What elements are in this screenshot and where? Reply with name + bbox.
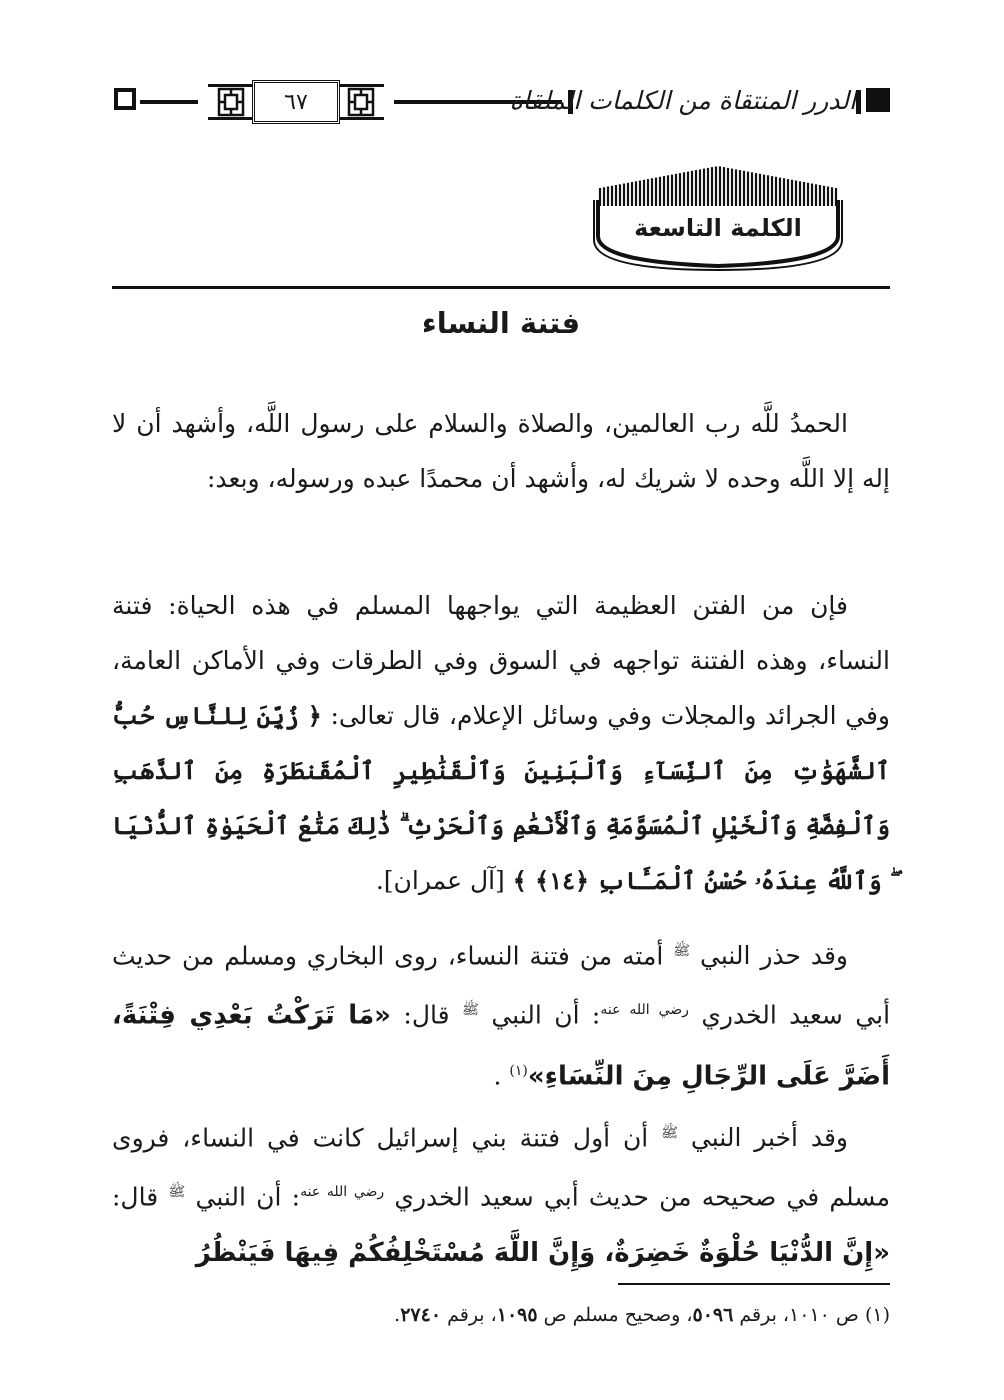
paragraph-text: وقد أخبر النبي [690, 1123, 848, 1153]
paragraph-text: أمته من فتنة النساء، روى البخاري ومسلم من حديث أبي سعيد الخدري [112, 941, 891, 1030]
footnote-number: ١٠٩٥ [496, 1304, 538, 1326]
radi-honorific: رضي الله عنه [300, 1184, 385, 1201]
header-tick [856, 90, 861, 114]
radi-honorific: رضي الله عنه [600, 1002, 689, 1019]
paragraph-text: وقد حذر النبي [699, 941, 848, 971]
running-title: الدرر المنتقاة من الكلمات الملقاة [509, 86, 856, 115]
paragraph-fitna [112, 578, 890, 908]
header-rule [140, 100, 198, 104]
section-label: الكلمة التاسعة [634, 214, 802, 242]
page-number: ٦٧ [252, 80, 340, 124]
paragraph-text: : أن النبي [195, 1182, 301, 1212]
footnote-text: ، برقم [447, 1304, 497, 1326]
footnote-text: . [394, 1304, 401, 1326]
paragraph-text: قال: [112, 1182, 159, 1212]
knot-ornament-icon [346, 86, 376, 118]
paragraph-text: الحمدُ للَّه رب العالمين، والصلاة والسلام على رسول اللَّه، وأشهد أن لا إله إلا اللَّه وحده لا شريك له، وأشهد أن محمدًا عبده ورسوله، وبعد: [112, 409, 890, 493]
paragraph-text: . [493, 1060, 502, 1090]
footnote-number: ٢٧٤٠ [400, 1304, 442, 1326]
paragraph-warning [112, 924, 890, 1104]
paragraph-opening [112, 396, 890, 506]
chapter-title: فتنة النساء [421, 306, 581, 340]
section-banner [592, 162, 844, 274]
footnote [112, 1300, 890, 1330]
footnote-marker: (١) [864, 1304, 890, 1326]
header-ornament-square-filled [866, 88, 890, 112]
footnote-text: ، وصحيح مسلم ص [543, 1304, 693, 1326]
footnote-reference[interactable]: (١) [509, 1062, 528, 1079]
salla-honorific: ﷺ [661, 1125, 679, 1141]
footnote-number: ٥٠٩٦ [692, 1304, 734, 1326]
paragraph-bani-israil [112, 1106, 890, 1281]
salla-honorific: ﷺ [168, 1184, 186, 1201]
page-number-frame [208, 80, 384, 124]
paragraph-text: قال: [403, 1000, 450, 1030]
paragraph-text: أن أول فتنة بني إسرائيل كانت في النساء، فروى مسلم في صحيحه من حديث أبي سعيد الخدري [112, 1123, 890, 1212]
quran-verse: ﴿ زُيِّنَ لِلنَّاسِ حُبُّ ٱلشَّهَوَٰتِ مِنَ ٱلنِّسَآءِ وَٱلْبَنِينَ وَٱلْقَنَٰطِيرِ ٱلْمُقَنطَرَةِ مِنَ ٱلذَّهَبِ وَٱلْفِضَّةِ وَٱلْخَيْلِ ٱلْمُسَوَّمَةِ وَٱلْأَنْعَٰمِ وَٱلْحَرْثِ ۗ ذَٰلِكَ مَتَٰعُ ٱلْحَيَوٰةِ ٱلدُّنْيَا ۖ وَٱللَّهُ عِندَهُۥ حُسْنُ ٱلْمَـَٔابِ ﴿١٤﴾ ﴾ [112, 701, 890, 895]
running-header [112, 80, 890, 124]
footnote-text: ص ١٠١٠، برقم [739, 1304, 859, 1326]
salla-honorific: ﷺ [673, 943, 691, 959]
verse-citation: [آل عمران]. [375, 866, 505, 895]
header-divider [112, 286, 890, 289]
hadith-quote: «إِنَّ الدُّنْيَا حُلْوَةٌ خَضِرَةٌ، وَإِنَّ اللَّهَ مُسْتَخْلِفُكُمْ فِيهَا فَيَنْظُرُ [195, 1237, 890, 1268]
knot-ornament-icon [216, 86, 246, 118]
paragraph-text: : أن النبي [491, 1000, 601, 1030]
paragraph-text: فإن من الفتن العظيمة التي يواجهها المسلم في هذه الحياة: فتنة النساء، وهذه الفتنة تواجهه في السوق وفي الطرقات وفي الأماكن العامة، وفي الجرائد والمجلات وفي وسائل الإعلام، قال تعالى: [112, 591, 890, 730]
hadith-quote: «مَا تَرَكْتُ بَعْدِي فِتْنَةً، أَضَرَّ عَلَى الرِّجَالِ مِنَ النِّسَاءِ» [112, 1000, 890, 1091]
salla-honorific: ﷺ [461, 1002, 479, 1019]
footnote-rule [618, 1283, 890, 1285]
header-ornament-square-outline [114, 88, 136, 110]
